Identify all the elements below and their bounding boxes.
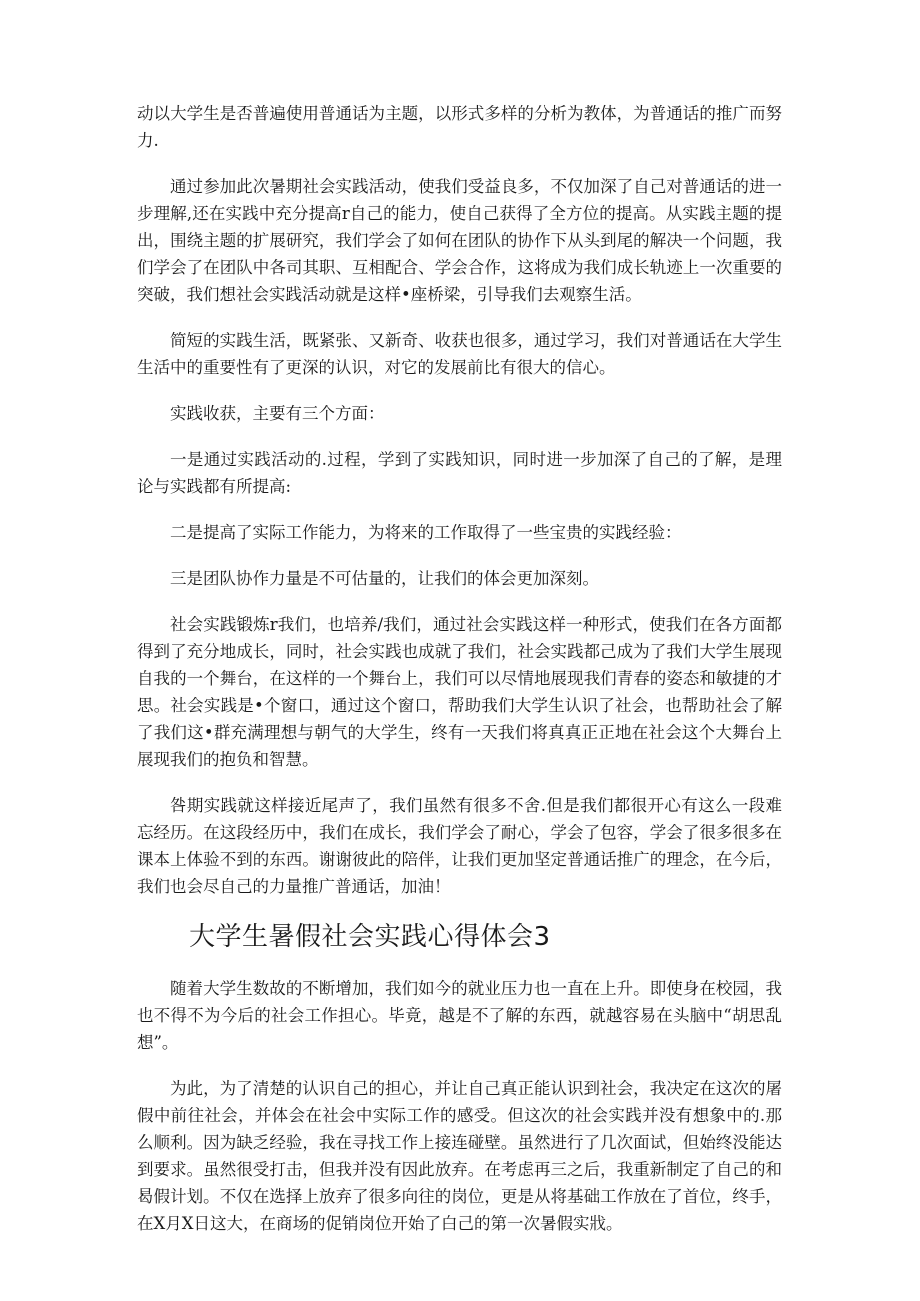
paragraph-continuation: 动以大学生是否普遍使用普通话为主题，以形式多样的分析为教体，为普通话的推广而努力. [137,104,782,150]
paragraph-short-practice: 简短的实践生活，既紧张、又新奇、收获也很多，通过学习，我们对普通话在大学生生活中的重要性有了更深的认识，对它的发展前比有很大的信心。 [137,331,782,377]
paragraph-gains-intro: 实践收获，主要有三个方面： [170,404,385,423]
section-heading: 大学生暑假社会实践心得体会3 [189,922,551,952]
paragraph-practice-benefits: 通过参加此次暑期社会实践活动，使我们受益良多，不仅加深了自己对普通话的进一步理解,还在实践中充分提高r自己的能力，使自己获得了全方位的提高。从实践主题的提出，围绕主题的扩展研究，我们学会了如何在团队的协作下从头到尾的解决一个问题，我们学会了在团队中各司其职、互相配合、学会合作，这将成为我们成长轨迹上一次重要的突破，我们想社会实践活动就是这样•座桥梁，引导我们去观察生活。 [137,177,782,304]
paragraph-gain-one: 一是通过实践活动的.过程，学到了实践知识，同时进一步加深了自己的了解，是理论与实践都有所提高: [137,450,782,496]
paragraph-gain-two: 二是提高了实际工作能力，为将来的工作取得了一些宝贵的实践经验： [170,523,682,542]
document-body [137,100,782,1256]
paragraph-conclusion: 咎期实践就这样接近尾声了，我们虽然有很多不舍.但是我们都很开心有这么一段难忘经历。在这段经历中，我们在成长，我们学会了耐心，学会了包容，学会了很多很多在课本上体验不到的东西。谢谢彼此的陪伴，让我们更加坚定普通话推广的理念，在今后，我们也会尽自己的力量推广普通话，加油！ [137,796,782,896]
paragraph-summer-job: 为此，为了清楚的认识自己的担心，并让自己真正能认识到社会，我决定在这次的屠假中前往社会，并体会在社会中实际工作的感受。但这次的社会实践并没有想象中的.那么顺利。因为缺乏经验，我在寻找工作上接连碰壁。虽然进行了几次面试，但始终没能达到要求。虽然很受打击，但我并没有因此放弃。在考虑再三之后，我重新制定了自己的和曷假计划。不仅在选择上放弃了很多向往的岗位，更是从将基础工作放在了首位，终手，在X月X日这大，在商场的促销岗位开始了白己的第一次暑假实戕。 [137,1079,782,1233]
paragraph-social-practice: 社会实践锻炼r我们，也培养/我们，通过社会实践这样一种形式，使我们在各方面都得到了充分地成长，同时，社会实践也成就了我们，社会实践都己成为了我们大学生展现自我的一个舞台，在这样的一个舞台上，我们可以尽情地展现我们青春的姿态和敏捷的才思。社会实践是•个窗口，通过这个窗口，帮助我们大学生认识了社会，也帮助社会了解了我们这•群充满理想与朝气的大学生，终有一天我们将真真正正地在社会这个大舞台上展现我们的抱负和智慧。 [137,615,782,769]
paragraph-employment-pressure: 随着大学生数故的不断增加，我们如今的就业压力也一直在上升。即使身在校园，我也不得不为今后的社会工作担心。毕竟，越是不了解的东西，就越容易在头脑中“胡思乱想”。 [137,979,782,1052]
paragraph-gain-three: 三是团队协作力量是不可估量的，让我们的体会更加深刻。 [170,569,599,588]
